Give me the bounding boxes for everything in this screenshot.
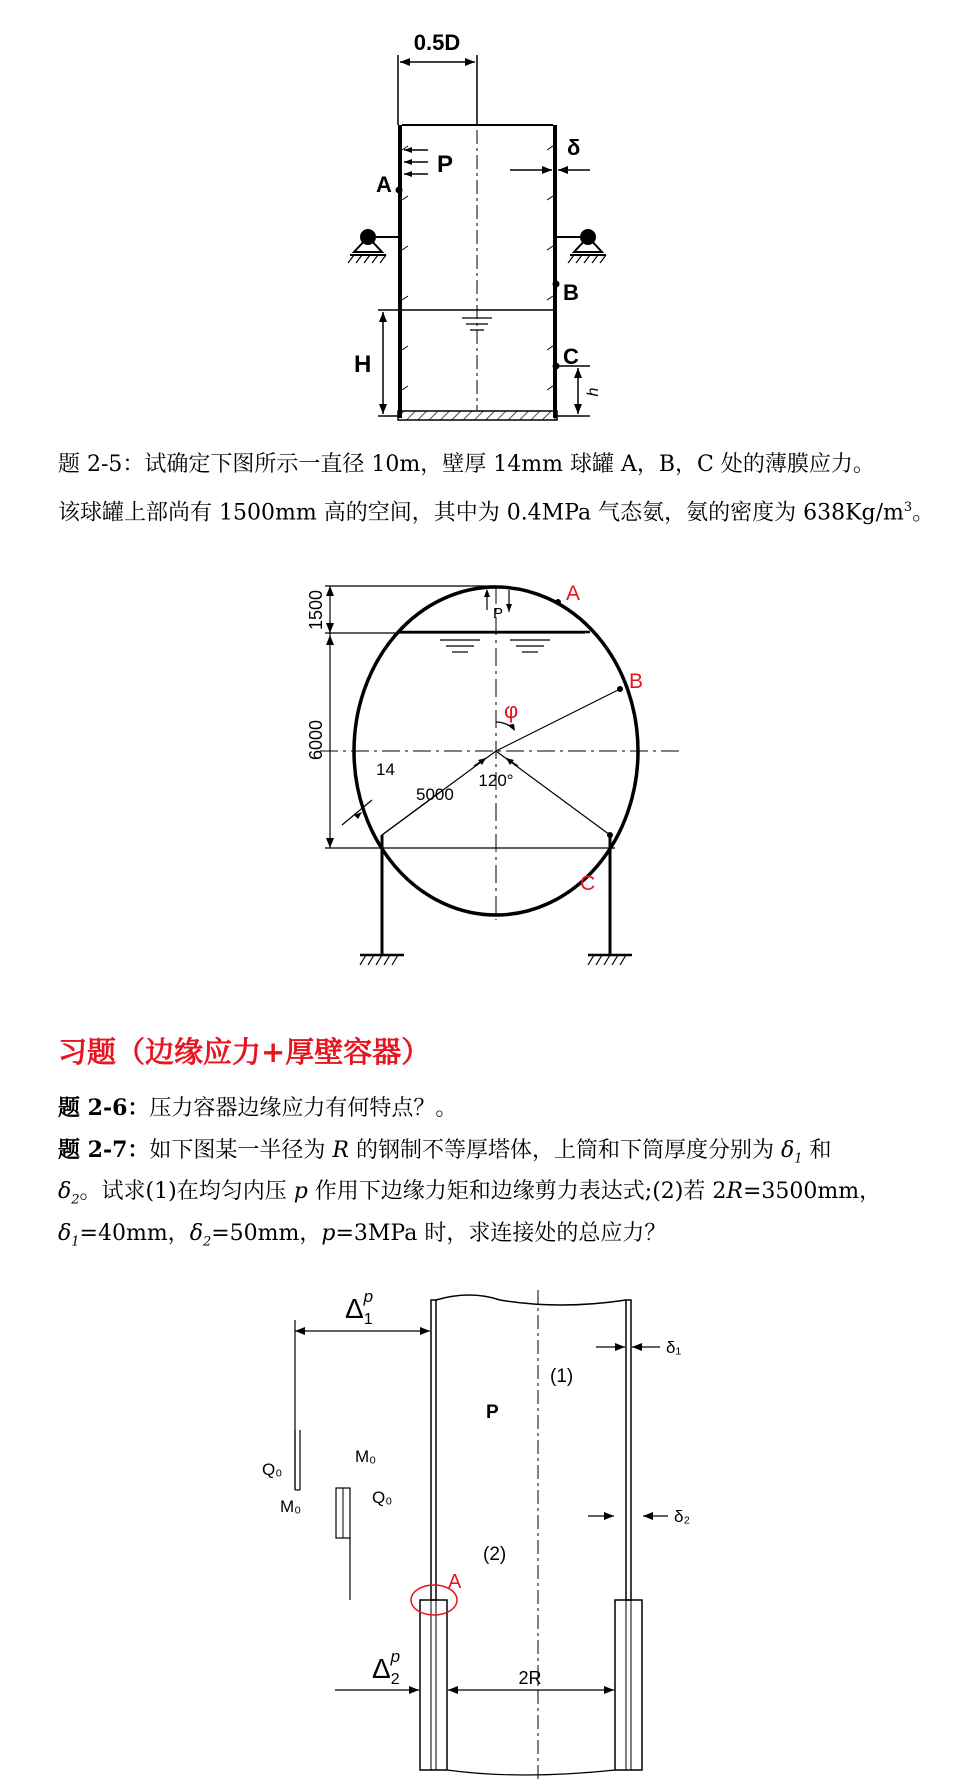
label-delta: δ <box>567 135 581 160</box>
label-width: 0.5D <box>413 30 461 55</box>
label-H: H <box>354 351 372 378</box>
label-h: h <box>585 387 602 397</box>
label-point-B: B <box>563 280 579 305</box>
label-region-1: (1) <box>550 1366 574 1387</box>
problem-2-7-line-3: $\delta_1=40mm$，$\delta_2=50mm$，p=3MPa 时，求连接处的总应力？ <box>58 1221 667 1250</box>
problem-2-7-line-2: $\delta_2$。试求(1)在均匀内压 p 作用下边缘力矩和边缘剪力表达式;(2)若 2R=3500mm， <box>58 1179 882 1208</box>
label-point-C: C <box>580 872 596 895</box>
label-region-2: (2) <box>483 1544 507 1565</box>
label-2R: 2R <box>518 1668 542 1688</box>
dim-1500: 1500 <box>306 589 326 631</box>
label-M0-upper-left: M₀ <box>280 1497 302 1516</box>
label-delta1p: $\Delta_1p$ <box>345 1287 374 1328</box>
label-point-C: C <box>563 344 579 369</box>
problem-2-5-line-1: 题 2-5：试确定下图所示一直径 10m，壁厚 14mm 球罐 A，B，C 处的薄膜应力。 <box>58 452 875 477</box>
label-Q0-lower: Q₀ <box>372 1488 393 1507</box>
label-point-A: A <box>376 172 392 197</box>
label-M0-lower: M₀ <box>355 1447 377 1466</box>
problem-2-6: 题 2-6：压力容器边缘应力有何特点？。 <box>58 1095 458 1121</box>
figure-spherical-tank <box>0 540 964 990</box>
dim-120: 120° <box>478 771 514 790</box>
label-Q0-upper: Q₀ <box>262 1460 283 1479</box>
label-delta1: δ₁ <box>666 1338 682 1357</box>
dim-6000: 6000 <box>306 719 326 761</box>
problem-2-5-line-2: 该球罐上部尚有 1500mm 高的空间，其中为 0.4MPa 气态氨，氨的密度为 $638Kg/m^3$。 <box>58 500 935 526</box>
liquid-level-icon <box>462 318 492 330</box>
label-point-A: A <box>566 582 581 605</box>
figure-tower-junction <box>0 1270 964 1780</box>
section-heading: 习题（边缘应力+厚壁容器） <box>58 1035 431 1069</box>
label-phi: φ <box>504 698 519 723</box>
dim-5000: 5000 <box>416 785 454 804</box>
problem-2-7-line-1: 题 2-7：如下图某一半径为 R 的钢制不等厚塔体，上筒和下筒厚度分别为 $\delta_1$ 和 <box>58 1137 832 1167</box>
label-pressure: P <box>437 151 454 178</box>
dim-14: 14 <box>376 760 395 779</box>
left-ground-icon <box>360 955 404 965</box>
label-pressure: P <box>486 1402 499 1423</box>
label-pressure: P <box>493 605 504 622</box>
figure-cylinder-vessel <box>0 0 964 440</box>
left-support-icon <box>348 229 398 263</box>
right-support-icon <box>557 229 606 263</box>
right-ground-icon <box>588 955 632 965</box>
label-point-B: B <box>629 670 644 693</box>
label-delta2p: $\Delta_2p$ <box>372 1647 401 1688</box>
label-delta2: δ₂ <box>674 1507 691 1526</box>
label-point-A: A <box>448 1571 462 1593</box>
liquid-level-icon <box>440 640 550 652</box>
